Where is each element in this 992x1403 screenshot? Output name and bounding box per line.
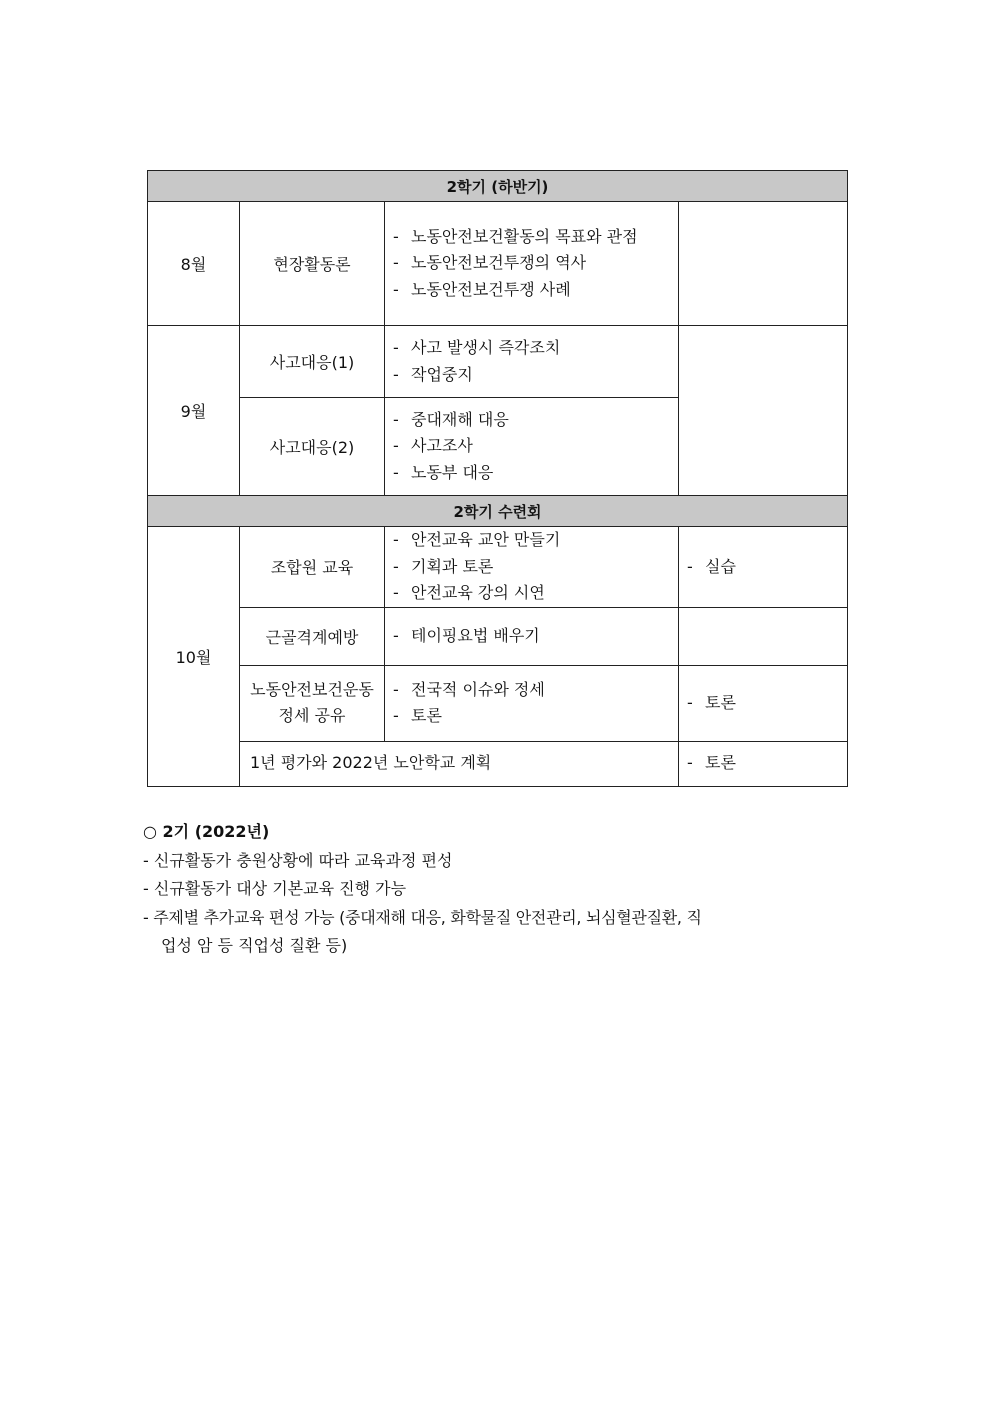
list-item: - 노동안전보건투쟁 사례 [393, 279, 571, 299]
content-cell [385, 607, 679, 665]
note-cell [679, 202, 848, 326]
list-item: - 작업중지 [393, 364, 473, 384]
list-item: - 노동부 대응 [393, 462, 494, 482]
note-cell: - 토론 [679, 665, 848, 741]
list-item: - 기획과 토론 [393, 556, 494, 576]
schedule-table [147, 170, 848, 787]
month-cell: 10월 [148, 527, 240, 787]
retreat-header: 2학기 수련회 [148, 496, 848, 527]
note-cell [679, 326, 848, 496]
content-cell [385, 398, 679, 496]
topic-cell: 사고대응(2) [240, 398, 385, 496]
table-row [148, 326, 848, 398]
month-cell: 8월 [148, 202, 240, 326]
note-cell [679, 607, 848, 665]
cohort-notes [143, 818, 853, 961]
list-item: - 주제별 추가교육 편성 가능 (중대재해 대응, 화학물질 안전관리, 뇌심혈관질환, 직 [143, 907, 702, 927]
month-cell: 9월 [148, 326, 240, 496]
list-item: - 토론 [393, 706, 442, 725]
note-cell: - 실습 [679, 527, 848, 608]
list-item: - 안전교육 교안 만들기 [393, 530, 561, 549]
list-item: - 사고조사 [393, 436, 473, 456]
table-row [148, 741, 848, 786]
content-cell [385, 527, 679, 608]
content-cell [385, 202, 679, 326]
list-item: - 안전교육 강의 시연 [393, 583, 545, 602]
table-row [148, 607, 848, 665]
list-item: - 중대재해 대응 [393, 409, 509, 429]
section-heading: ○ 2기 (2022년) [143, 822, 270, 841]
list-item: - 노동안전보건투쟁의 역사 [393, 253, 587, 273]
topic-cell: 근골격계예방 [240, 607, 385, 665]
list-item: - 사고 발생시 즉각조치 [393, 338, 561, 357]
list-item: - 신규활동가 충원상황에 따라 교육과정 편성 [143, 850, 453, 870]
list-item: - 노동안전보건활동의 목표와 관점 [393, 226, 638, 246]
table-row [148, 527, 848, 608]
list-item: - 테이핑요법 배우기 [393, 625, 540, 645]
content-cell [385, 665, 679, 741]
table-row [148, 202, 848, 326]
semester-header: 2학기 (하반기) [148, 171, 848, 202]
list-item: - 신규활동가 대상 기본교육 진행 가능 [143, 879, 407, 899]
content-cell [385, 326, 679, 398]
summary-cell: 1년 평가와 2022년 노안학교 계획 [240, 741, 679, 786]
topic-cell: 노동안전보건운동 정세 공유 [240, 665, 385, 741]
table-row [148, 665, 848, 741]
topic-cell: 현장활동론 [240, 202, 385, 326]
topic-cell: 조합원 교육 [240, 527, 385, 608]
note-cell: - 토론 [679, 741, 848, 786]
list-item: - 전국적 이슈와 정세 [393, 679, 545, 699]
list-item-continuation: 업성 암 등 직업성 질환 등) [161, 936, 348, 956]
topic-cell: 사고대응(1) [240, 326, 385, 398]
